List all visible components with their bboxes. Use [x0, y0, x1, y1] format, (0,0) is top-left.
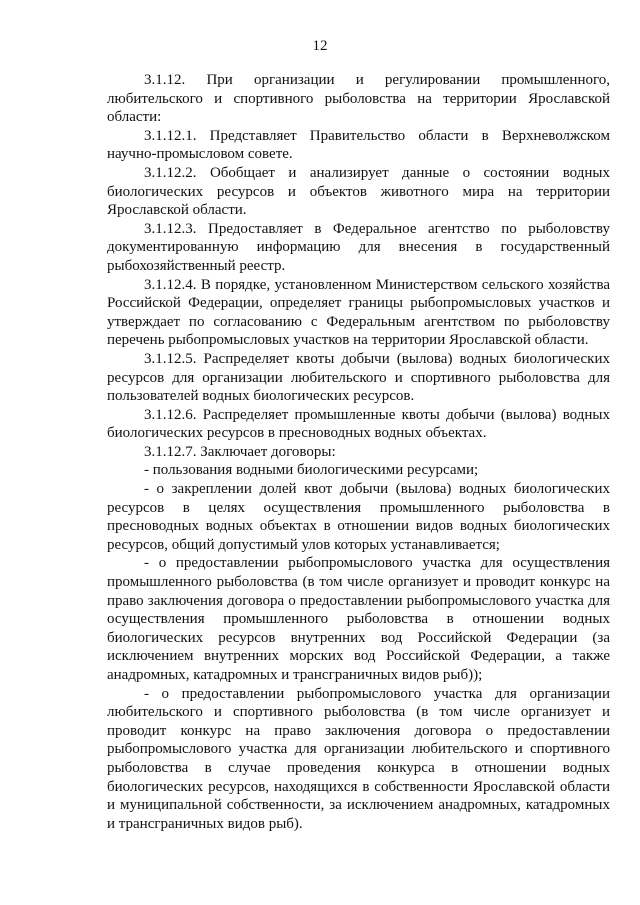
paragraph-3-1-12-2: 3.1.12.2. Обобщает и анализирует данные о состоянии водных биологических ресурсов и объектов животного мира на территории Ярославской области. [107, 164, 610, 219]
document-body [107, 71, 610, 833]
paragraph-3-1-12-5: 3.1.12.5. Распределяет квоты добычи (вылова) водных биологических ресурсов для организации любительского и спортивного рыболовства для пользователей водных биологических ресурсов. [107, 350, 610, 405]
list-item-water-bio-resources: - пользования водными биологическими ресурсами; [144, 462, 479, 479]
list-item-amateur-fishing-plot: - о предоставлении рыбопромыслового участка для организации любительского и спортивного рыболовства (в том числе организует и проводит конкурс на право заключения договора о предоставлении рыбопромыслового участка для организации любительского и спортивного рыболовства в случае проведения конкурса в отношении водных биологических ресурсов, находящихся в собственности Ярославской области и муниципальной собственности, за исключением анадромных, катадромных и трансграничных видов рыб). [107, 685, 610, 832]
page-number: 12 [312, 38, 328, 54]
list-item-industrial-fishing-plot: - о предоставлении рыбопромыслового участка для осуществления промышленного рыболовства (в том числе организует и проводит конкурс на право заключения договора о предоставлении рыбопромыслового участка для осуществления промышленного рыболовства в отношении водных биологических ресурсов внутренних вод Российской Федерации (за исключением внутренних морских вод Российской Федерации, а также анадромных, катадромных и трансграничных видов рыб)); [107, 555, 610, 683]
paragraph-3-1-12-4: 3.1.12.4. В порядке, установленном Министерством сельского хозяйства Российской Федерации, определяет границы рыбопромысловых участков и утверждает по согласованию с Федеральным агентством по рыболовству перечень рыбопромысловых участков на территории Ярославской области. [107, 276, 610, 349]
paragraph-3-1-12-6: 3.1.12.6. Распределяет промышленные квоты добычи (вылова) водных биологических ресурсов в пресноводных водных объектах. [107, 406, 610, 442]
paragraph-3-1-12: 3.1.12. При организации и регулировании промышленного, любительского и спортивного рыболовства на территории Ярославской области: [107, 72, 610, 126]
paragraph-3-1-12-1: 3.1.12.1. Представляет Правительство области в Верхневолжском научно-промысловом совете. [107, 127, 610, 163]
list-item-quota-shares: - о закреплении долей квот добычи (вылова) водных биологических ресурсов в целях осуществления промышленного рыболовства в пресноводных водных объектах в отношении видов водных биологических ресурсов, общий допустимый улов которых устанавливается; [107, 481, 610, 553]
paragraph-3-1-12-3: 3.1.12.3. Предоставляет в Федеральное агентство по рыболовству документированную информацию для внесения в государственный рыбохозяйственный реестр. [107, 220, 610, 274]
paragraph-3-1-12-7: 3.1.12.7. Заключает договоры: [144, 443, 336, 460]
